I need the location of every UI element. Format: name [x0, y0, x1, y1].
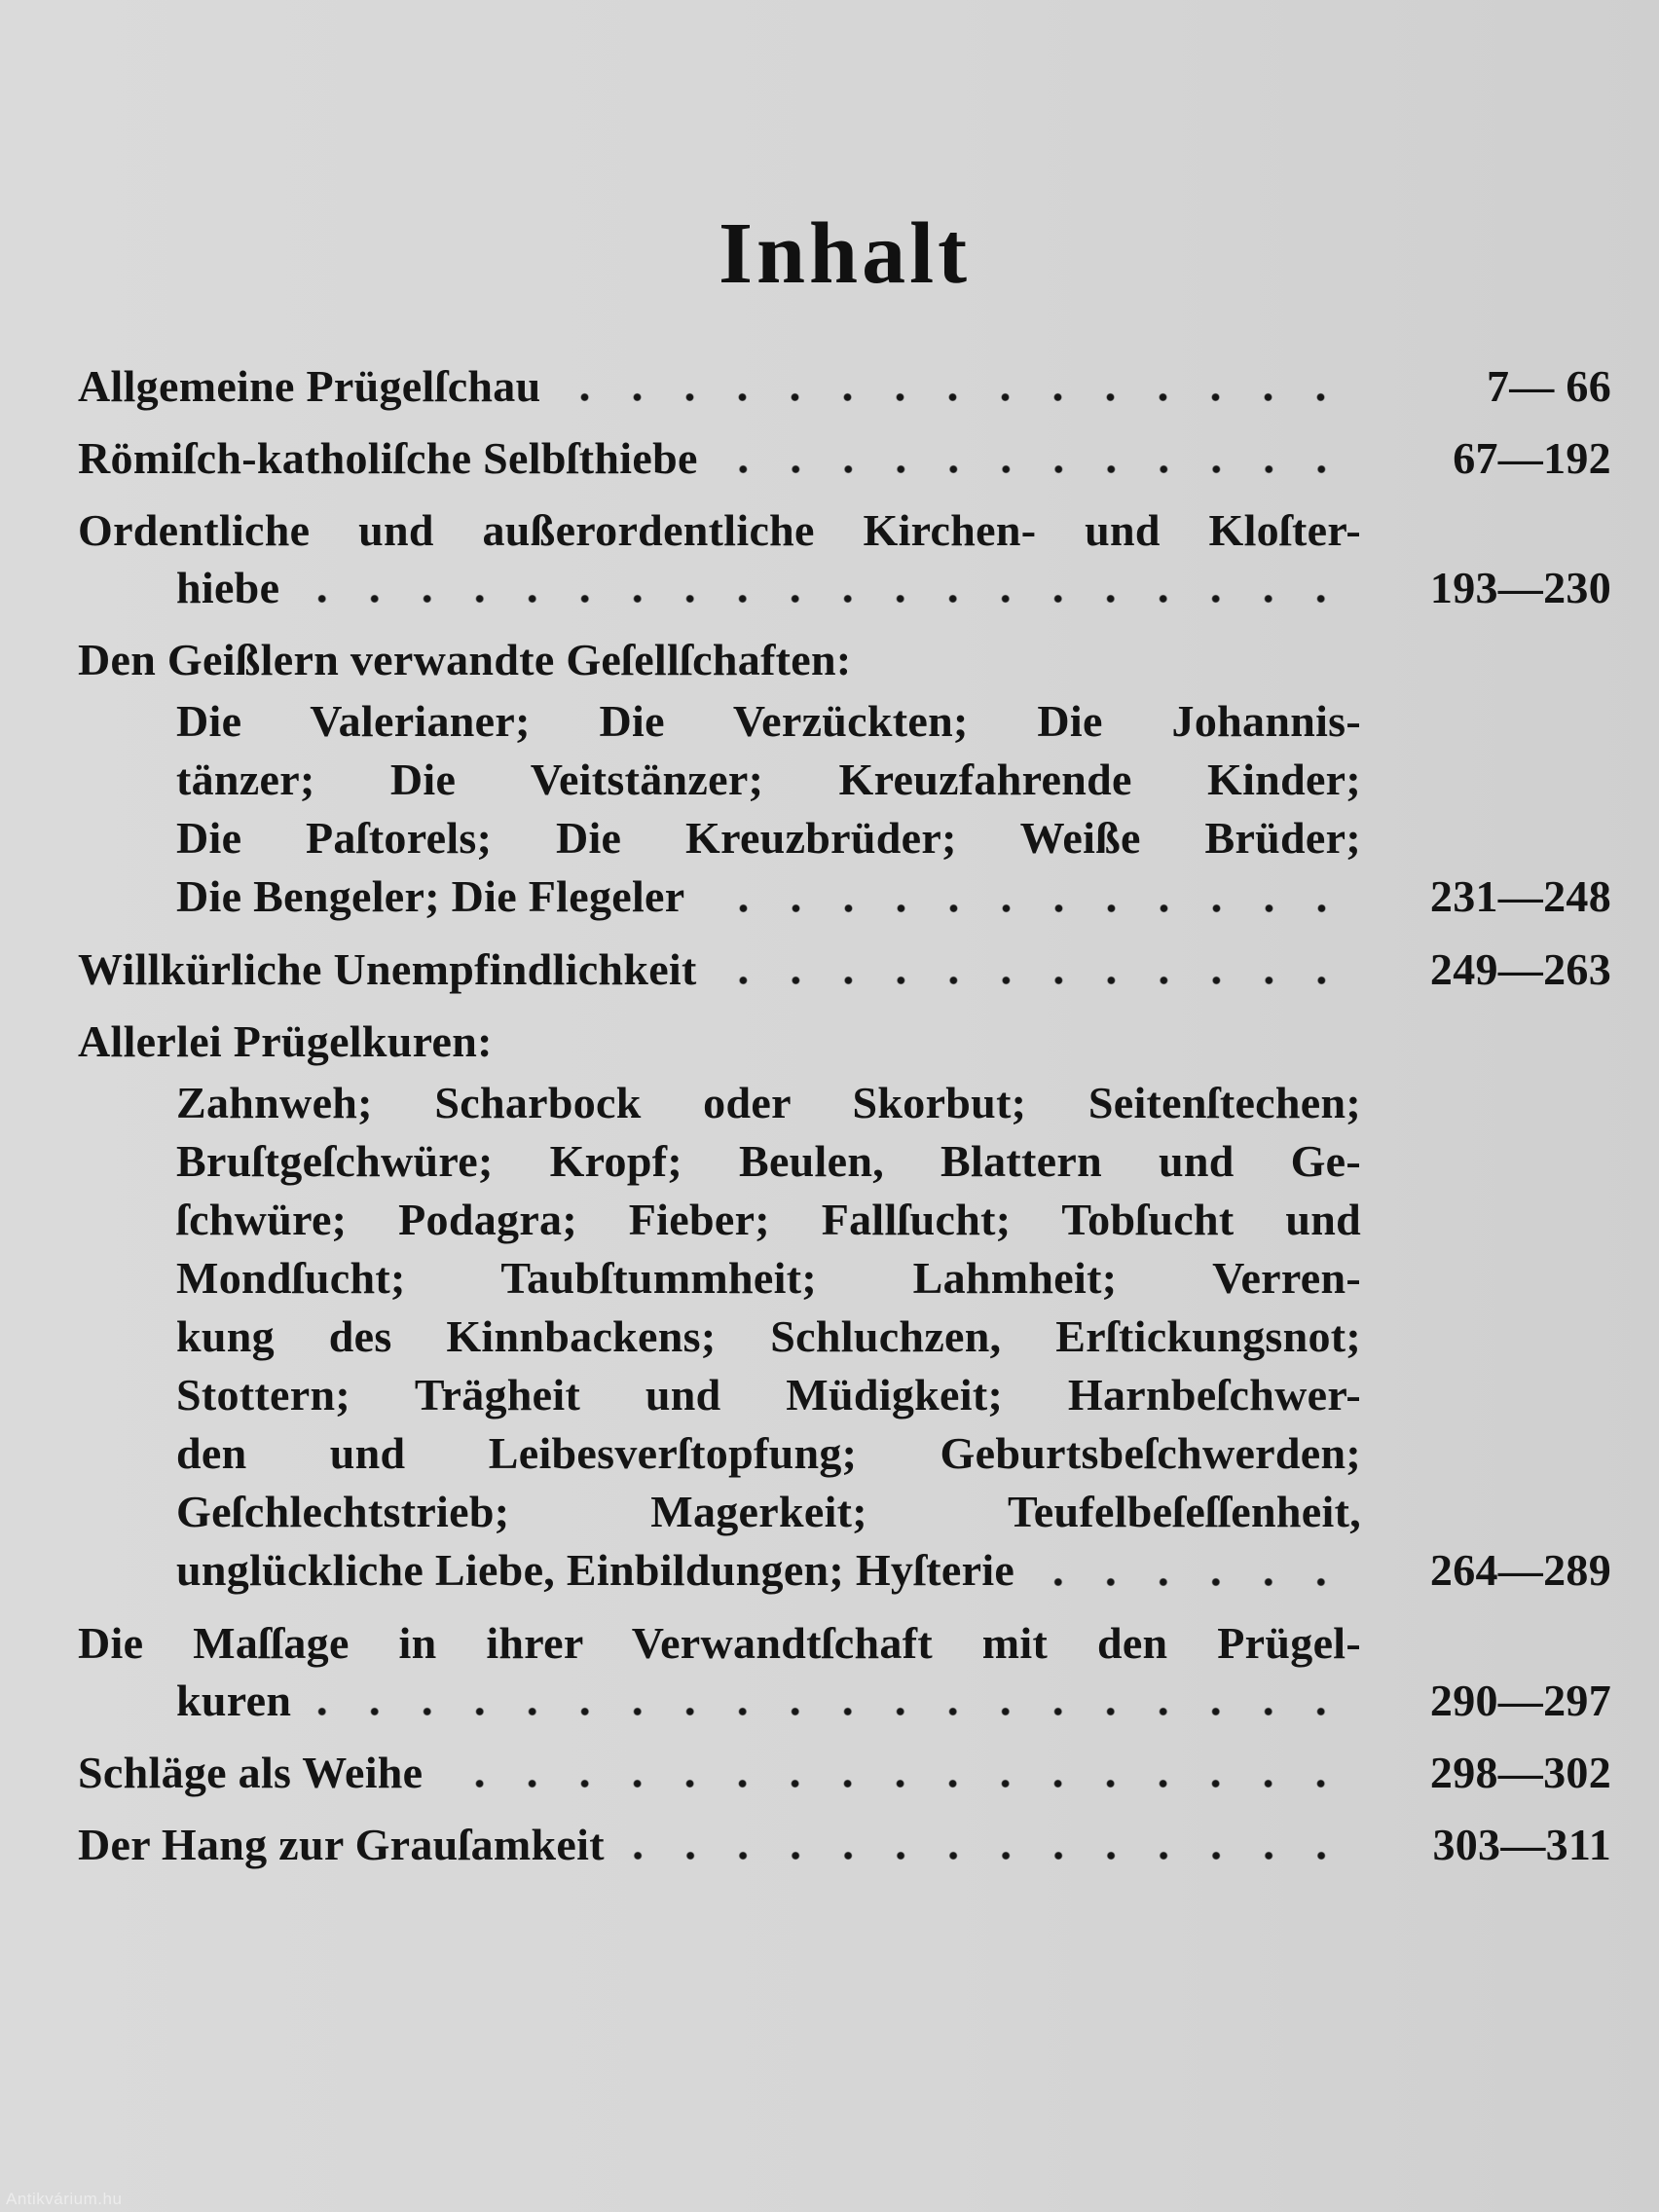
toc-line — [78, 1614, 1611, 1672]
toc-line — [78, 1308, 1611, 1366]
entry-heading: Den Geißlern verwandte Geſellſchaften: — [78, 635, 852, 684]
page-range: 193—230 — [1429, 563, 1611, 612]
subtopic-text: Die Paſtorels; Die Kreuzbrüder; Weiße Brüder; — [176, 813, 1361, 863]
entry-heading: Allerlei Prügelkuren: — [78, 1016, 493, 1066]
toc-line — [78, 867, 1611, 926]
toc-line — [78, 692, 1611, 751]
toc-line — [78, 429, 1611, 487]
page-range: 290—297 — [1429, 1676, 1611, 1725]
subtopic-text: Die Bengeler; Die Flegeler — [176, 871, 685, 921]
toc-line — [78, 1744, 1611, 1801]
subtopic-text: tänzer; Die Veitstänzer; Kreuzfahrende Kinder; — [176, 755, 1361, 804]
dot-leader — [309, 1672, 1361, 1729]
subtopic-text: Zahnweh; Scharbock oder Skorbut; Seitenſtechen; — [176, 1078, 1361, 1127]
dot-leader — [1032, 1541, 1361, 1600]
toc-line — [78, 1366, 1611, 1424]
entry-subtopics — [78, 692, 1611, 926]
toc-line — [78, 1816, 1611, 1873]
subtopic-text: Die Valerianer; Die Verzückten; Die Johannis- — [176, 696, 1361, 746]
dot-leader — [297, 559, 1361, 616]
toc-line — [78, 940, 1611, 998]
page-range: 67—192 — [1453, 433, 1611, 483]
entry-title: Ordentliche und außerordentliche Kirchen- und Kloſter- — [78, 505, 1361, 555]
toc-line — [78, 1132, 1611, 1191]
toc-entry — [78, 940, 1611, 998]
toc-line — [78, 751, 1611, 809]
subtopic-text: kung des Kinnbackens; Schluchzen, Erſtickungsnot; — [176, 1311, 1361, 1361]
toc-line — [78, 1191, 1611, 1249]
dot-leader — [716, 429, 1361, 487]
dot-leader — [703, 867, 1362, 926]
page-range: 249—263 — [1429, 944, 1611, 994]
subtopic-text: Bruſtgeſchwüre; Kropf; Beulen, Blattern und Ge- — [176, 1136, 1361, 1186]
page-range: 264—289 — [1429, 1545, 1611, 1595]
toc-entry — [78, 631, 1611, 926]
entry-title: Römiſch-katholiſche Selbſthiebe — [78, 433, 698, 483]
page-range: 231—248 — [1429, 871, 1611, 921]
subtopic-text: ſchwüre; Podagra; Fieber; Fallſucht; Tobſucht und — [176, 1195, 1361, 1244]
subtopic-text: unglückliche Liebe, Einbildungen; Hyſterie — [176, 1545, 1015, 1595]
toc-line — [78, 1541, 1611, 1600]
page-title: Inhalt — [718, 205, 972, 302]
toc-line — [78, 1424, 1611, 1483]
toc-line — [78, 1013, 1611, 1070]
page-range: 298—302 — [1429, 1748, 1611, 1797]
subtopic-text: Geſchlechtstrieb; Magerkeit; Teufelbeſeſſenheit, — [176, 1487, 1361, 1536]
entry-subtopics — [78, 1074, 1611, 1600]
toc-entry — [78, 357, 1611, 415]
entry-title: Allgemeine Prügelſchau — [78, 361, 541, 411]
toc-entry — [78, 1816, 1611, 1873]
toc-line — [78, 559, 1611, 616]
dot-leader — [558, 357, 1361, 415]
subtopic-text: Mondſucht; Taubſtummheit; Lahmheit; Verren- — [176, 1253, 1361, 1303]
subtopic-text: Stottern; Trägheit und Müdigkeit; Harnbeſchwer- — [176, 1370, 1361, 1419]
entry-title-continued: kuren — [176, 1676, 292, 1725]
entry-title-continued: hiebe — [176, 563, 280, 612]
toc-entry — [78, 1013, 1611, 1600]
dot-leader — [622, 1816, 1361, 1873]
toc-line — [78, 1483, 1611, 1541]
toc-line — [78, 1672, 1611, 1729]
dot-leader — [715, 940, 1361, 998]
toc-line — [78, 1074, 1611, 1132]
entry-title: Die Maſſage in ihrer Verwandtſchaft mit den Prügel- — [78, 1618, 1361, 1668]
table-of-contents — [78, 357, 1611, 1873]
entry-title: Schläge als Weihe — [78, 1748, 424, 1797]
watermark: Antikvárium.hu — [6, 2190, 123, 2208]
toc-entry — [78, 501, 1611, 616]
entry-title: Willkürliche Unempfindlichkeit — [78, 944, 697, 994]
toc-line — [78, 809, 1611, 867]
page-range: 7— 66 — [1487, 361, 1611, 411]
toc-entry — [78, 1744, 1611, 1801]
toc-line — [78, 631, 1611, 688]
page-range: 303—311 — [1432, 1820, 1611, 1869]
dot-leader — [440, 1744, 1361, 1801]
toc-line — [78, 1249, 1611, 1308]
toc-entry — [78, 1614, 1611, 1729]
toc-line — [78, 501, 1611, 559]
toc-line — [78, 357, 1611, 415]
subtopic-text: den und Leibesverſtopfung; Geburtsbeſchwerden; — [176, 1428, 1361, 1478]
toc-entry — [78, 429, 1611, 487]
entry-title: Der Hang zur Grauſamkeit — [78, 1820, 605, 1869]
